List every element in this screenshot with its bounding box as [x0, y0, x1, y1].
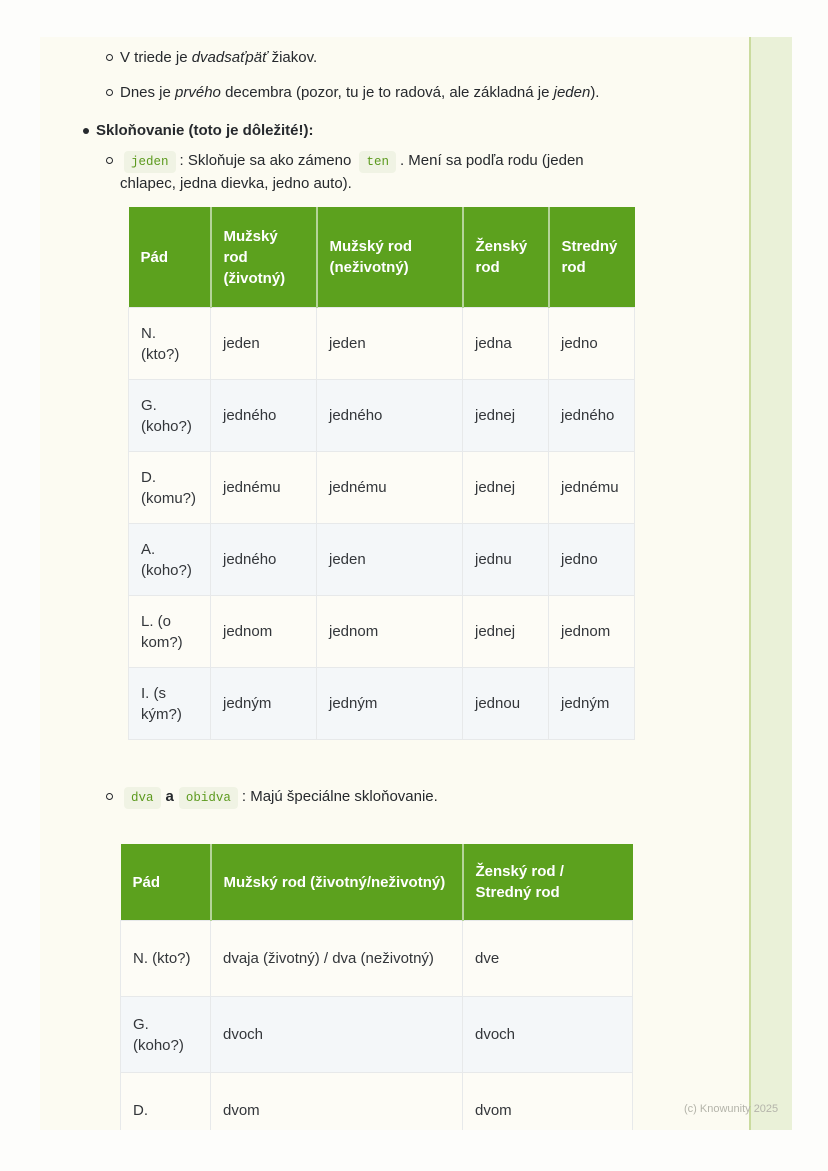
- table-header-cell: Ženský rod / Stredný rod: [463, 844, 633, 921]
- inline-code-chip: dva: [124, 787, 161, 809]
- document-card: [40, 37, 792, 1130]
- inline-code-chip: obidva: [179, 787, 238, 809]
- list-item: [40, 786, 792, 809]
- table-row: [121, 1073, 633, 1131]
- table-header-cell: Pád: [121, 844, 211, 921]
- table-cell: jeden: [317, 308, 463, 380]
- table-cell: D. (komu?): [129, 452, 211, 524]
- table-row: [129, 308, 635, 380]
- table-cell: jedného: [211, 524, 317, 596]
- table-cell: jedného: [317, 380, 463, 452]
- table-header-cell: Mužský rod (životný): [211, 207, 317, 308]
- table-cell: jednom: [211, 596, 317, 668]
- table-row: [129, 524, 635, 596]
- inline-code-chip: jeden: [124, 151, 176, 173]
- table-cell: dvoch: [463, 997, 633, 1073]
- italic-word: dvadsaťpäť: [191, 49, 268, 66]
- bold-conjunction: a: [165, 788, 174, 805]
- table-header-row: [121, 844, 633, 921]
- table-row: [129, 380, 635, 452]
- circle-bullet-icon: [106, 157, 113, 164]
- table-cell: dve: [463, 921, 633, 997]
- list-item: [40, 82, 792, 104]
- table-cell: jednej: [463, 452, 549, 524]
- list-item: [40, 150, 625, 195]
- table-cell: jedna: [463, 308, 549, 380]
- table-cell: jednej: [463, 380, 549, 452]
- table-cell: jednu: [463, 524, 549, 596]
- table-row: [129, 596, 635, 668]
- table-cell: jeden: [317, 524, 463, 596]
- table-cell: jedným: [211, 668, 317, 740]
- list-item-text: ).: [590, 84, 600, 101]
- table-cell: G. (koho?): [121, 997, 211, 1073]
- table-cell: jednému: [211, 452, 317, 524]
- circle-bullet-icon: [106, 54, 113, 61]
- table-cell: jedným: [549, 668, 635, 740]
- italic-word: prvého: [175, 84, 221, 101]
- table-row: [129, 668, 635, 740]
- table-cell: jedno: [549, 308, 635, 380]
- table-cell: N. (kto?): [129, 308, 211, 380]
- watermark: (c) Knowunity 2025: [684, 1103, 779, 1115]
- table-cell: G. (koho?): [129, 380, 211, 452]
- table-cell: dvoch: [211, 997, 463, 1073]
- table-header-cell: Mužský rod (životný/neživotný): [211, 844, 463, 921]
- list-item: [40, 47, 792, 69]
- table-header-cell: Pád: [129, 207, 211, 308]
- declension-table-jeden: [128, 207, 635, 740]
- table-cell: jeden: [211, 308, 317, 380]
- table-cell: jedným: [317, 668, 463, 740]
- document-content: [40, 37, 792, 1130]
- table-cell: N. (kto?): [121, 921, 211, 997]
- table-cell: dvom: [463, 1073, 633, 1131]
- list-item-heading: [40, 120, 792, 142]
- list-item-text: V triede je: [120, 49, 192, 66]
- table-cell: I. (s kým?): [129, 668, 211, 740]
- table-cell: D.: [121, 1073, 211, 1131]
- table-cell: jednom: [317, 596, 463, 668]
- table-header-cell: Stredný rod: [549, 207, 635, 308]
- table-cell: jednou: [463, 668, 549, 740]
- circle-bullet-icon: [106, 793, 113, 800]
- table-header-cell: Mužský rod (neživotný): [317, 207, 463, 308]
- table-row: [121, 997, 633, 1073]
- table-cell: jednému: [549, 452, 635, 524]
- inline-code-chip: ten: [359, 151, 396, 173]
- page-edge-strip: [749, 37, 792, 1130]
- table-cell: jedného: [211, 380, 317, 452]
- table-cell: L. (o kom?): [129, 596, 211, 668]
- table-row: [121, 921, 633, 997]
- table-cell: jedno: [549, 524, 635, 596]
- list-item-text: Dnes je: [120, 84, 176, 101]
- table-header-cell: Ženský rod: [463, 207, 549, 308]
- table-cell: jednom: [549, 596, 635, 668]
- declension-table-dva: [120, 844, 633, 1130]
- table-cell: jednej: [463, 596, 549, 668]
- list-item-text: : Skloňuje sa ako zámeno: [179, 152, 356, 169]
- table-cell: dvaja (životný) / dva (neživotný): [211, 921, 463, 997]
- circle-bullet-icon: [106, 89, 113, 96]
- table-cell: jednému: [317, 452, 463, 524]
- table-header-row: [129, 207, 635, 308]
- table-cell: A. (koho?): [129, 524, 211, 596]
- disc-bullet-icon: [83, 128, 89, 134]
- list-item-text: : Majú špeciálne skloňovanie.: [241, 788, 438, 805]
- table-cell: jedného: [549, 380, 635, 452]
- italic-word: jeden: [553, 84, 591, 101]
- list-item-text: . Mení sa podľa rodu (jeden chlapec, jedna dievka, jedno auto).: [120, 152, 584, 192]
- table-cell: dvom: [211, 1073, 463, 1131]
- list-item-text: žiakov.: [267, 49, 318, 66]
- list-item-text: decembra (pozor, tu je to radová, ale základná je: [220, 84, 554, 101]
- heading-text: Skloňovanie (toto je dôležité!):: [96, 122, 314, 139]
- table-row: [129, 452, 635, 524]
